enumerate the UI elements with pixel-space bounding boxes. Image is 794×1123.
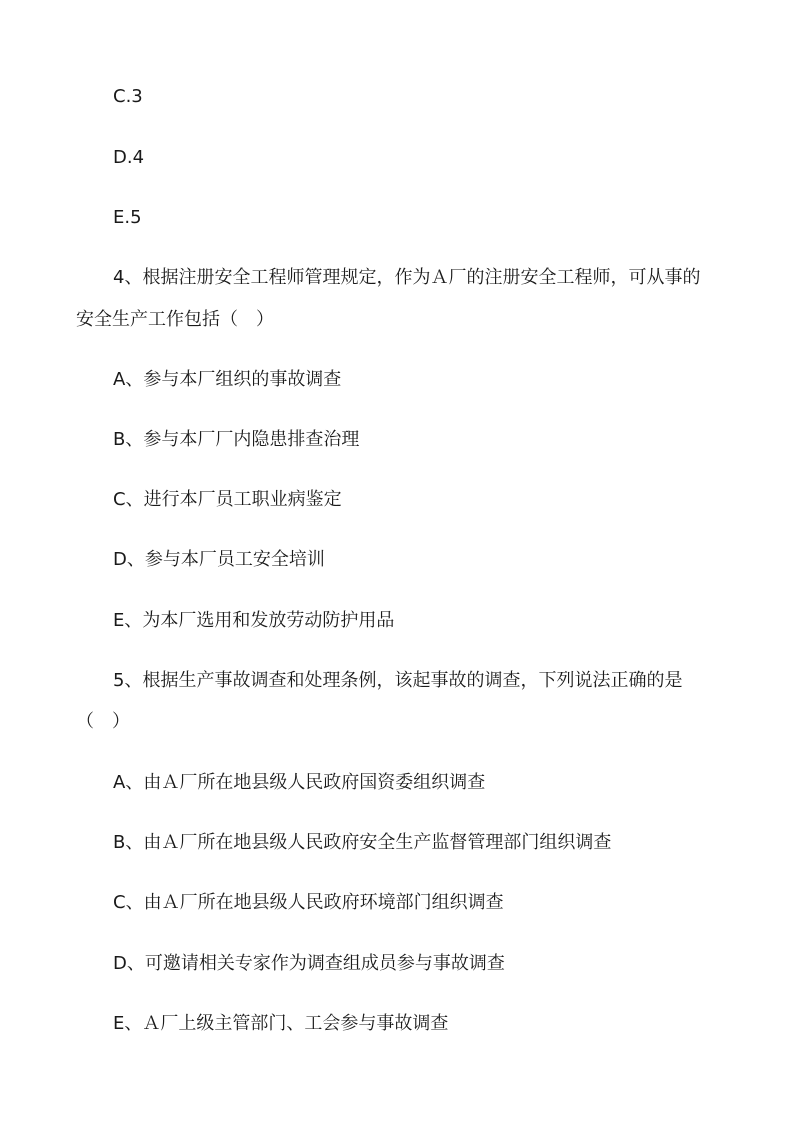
question-5-option-d: D、可邀请相关专家作为调查组成员参与事故调查 (113, 953, 505, 974)
question-5-text-cont: （ ） (76, 711, 130, 732)
option-e-prev: E.5 (113, 207, 142, 228)
option-d-prev: D.4 (113, 147, 145, 168)
question-4-text: 4、根据注册安全工程师管理规定，作为Ａ厂的注册安全工程师，可从事的 (113, 267, 701, 288)
question-4-option-d: D、参与本厂员工安全培训 (113, 549, 325, 570)
question-5-option-a: A、由Ａ厂所在地县级人民政府国资委组织调查 (113, 772, 486, 793)
question-4-option-c: C、进行本厂员工职业病鉴定 (113, 489, 342, 510)
option-c-prev: C.3 (113, 86, 143, 107)
question-5-text: 5、根据生产事故调查和处理条例，该起事故的调查，下列说法正确的是 (113, 670, 683, 691)
question-4-option-e: E、为本厂选用和发放劳动防护用品 (113, 610, 395, 631)
question-4-option-a: A、参与本厂组织的事故调查 (113, 369, 342, 390)
question-4-option-b: B、参与本厂厂内隐患排查治理 (113, 429, 360, 450)
question-4-text-cont: 安全生产工作包括（ ） (76, 309, 274, 330)
question-5-option-e: E、Ａ厂上级主管部门、工会参与事故调查 (113, 1013, 449, 1034)
question-5-option-c: C、由Ａ厂所在地县级人民政府环境部门组织调查 (113, 892, 504, 913)
question-5-option-b: B、由Ａ厂所在地县级人民政府安全生产监督管理部门组织调查 (113, 832, 612, 853)
